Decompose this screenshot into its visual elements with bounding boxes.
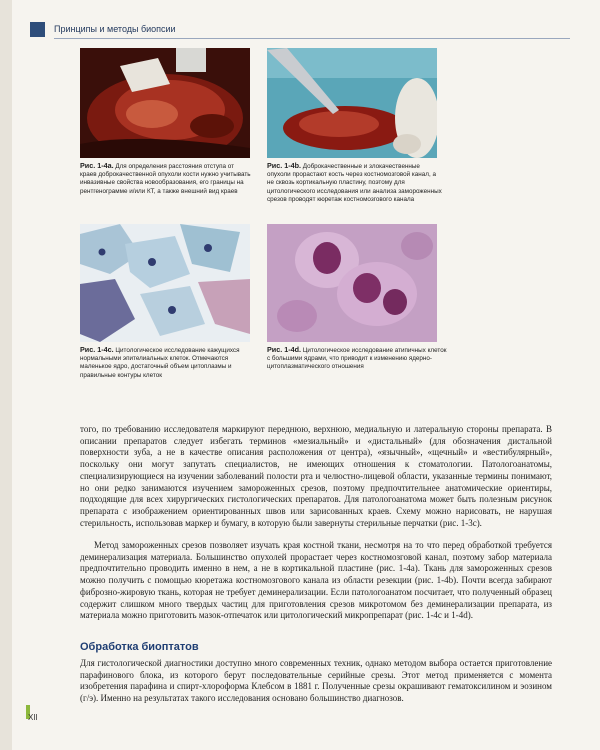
figure-label: Рис. 1-4d.	[267, 345, 301, 354]
figure-label: Рис. 1-4b.	[267, 161, 301, 170]
paragraph-text: того, по требованию исследователя маркируют переднюю, верхнюю, медиальную и латеральную стороны препарата. В описании препаратов следует избегать терминов «мезиальный» и «дистальный» (для обозначения дистальной поверхности зуба, а не в качестве описания расположения от центра), «язычный», «щечный» и «вестибулярный», поскольку они могут запутать специалистов, не имеющих отношения к стоматологии. Патологоанатомы, специализирующиеся на изучении заболеваний полости рта и челюстно-лицевой области, указанные термины понимают, но они редко занимаются изучением замороженных срезов, поэтому предпочтительнее анатомические ориентиры, подходящие для всех хирургических гистологических препаратов. Для патологоанатома может быть полезным рисунок препарата с изображением ориентированных швов или зарисованных краев. Схему можно нарисовать, не нарушая стерильность, использовав маркер и бумагу, в которую были завернуты стерильные перчатки (рис. 1-3c).	[80, 424, 552, 528]
figure-1-4c-micrograph	[80, 224, 250, 342]
figure-1-4a-caption	[80, 162, 252, 196]
figure-1-4c-caption	[80, 346, 252, 380]
header-divider	[54, 38, 570, 39]
caption-text: Цитологическое исследование атипичных клеток с большими ядрами, что приводит к изменению ядерно-цитоплазматического отношения	[267, 347, 447, 371]
body-paragraph-1	[80, 424, 552, 529]
running-header: Принципы и методы биопсии	[54, 24, 176, 34]
figure-label: Рис. 1-4c.	[80, 345, 114, 354]
figure-1-4b-caption	[267, 162, 442, 204]
body-paragraph-3	[80, 658, 552, 705]
figure-1-4a-photo	[80, 48, 250, 158]
figure-1-4d-micrograph	[267, 224, 437, 342]
figure-1-4d-caption	[267, 346, 447, 372]
page-number: XII	[28, 713, 38, 722]
figure-1-4b-photo	[267, 48, 437, 158]
section-heading: Обработка биоптатов	[80, 641, 199, 653]
paragraph-text: Для гистологической диагностики доступно много современных техник, однако методом выбора остается приготовление парафинового блока, из которого берут последовательные серийные срезы. Этот метод применяется с момента изобретения парафина и спирт-хлороформа Клебсом в 1881 г. Полученные срезы окрашивают гематоксилином и эозином (г/э). Именно на результатах такого исследования основано большинство диагнозов.	[80, 658, 552, 704]
body-paragraph-2	[80, 540, 552, 622]
figure-label: Рис. 1-4a.	[80, 161, 114, 170]
caption-text: Цитологическое исследование кажущихся нормальными эпителиальных клеток. Отмечаются маленькое ядро, достаточный объем цитоплазмы и правильные контуры клеток	[80, 347, 240, 379]
page-margin-strip	[0, 0, 12, 750]
caption-text: Доброкачественные и злокачественные опухоли прорастают кость через костномозговой канал, а не сквозь кортикальную пластину, поэтому для цитологического исследования или анализа замороженных срезов проводят кюретаж костномозгового канала	[267, 163, 442, 203]
header-color-block	[30, 22, 45, 37]
paragraph-text: Метод замороженных срезов позволяет изучать края костной ткани, несмотря на то что перед обработкой требуется деминерализация материала. Большинство опухолей прорастает через костномозговой канал, поэтому забор материала предпочтительно проводить именно в нем, а не в кортикальной пластине (рис. 1-4a). Ткань для замороженных срезов можно получить с помощью кюретажа костномозгового канала из области резекции (рис. 1-4b). Почти всегда забирают фиброзно-жировую ткань, которая не требует деминерализации. Если патологоанатом посчитает, что полученный образец содержит слишком много твердых частиц для приготовления срезов микротомом без деминерализации препарата, из материала можно приготовить мазок-отпечаток или цитологический микропрепарат (рис. 1-4c и 1-4d).	[80, 540, 552, 621]
caption-text: Для определения расстояния отступа от краев доброкачественной опухоли кости нужно учитывать инвазивные свойства новообразования, его границы на рентгенограмме и/или КТ, а также внешний вид краев	[80, 163, 251, 195]
